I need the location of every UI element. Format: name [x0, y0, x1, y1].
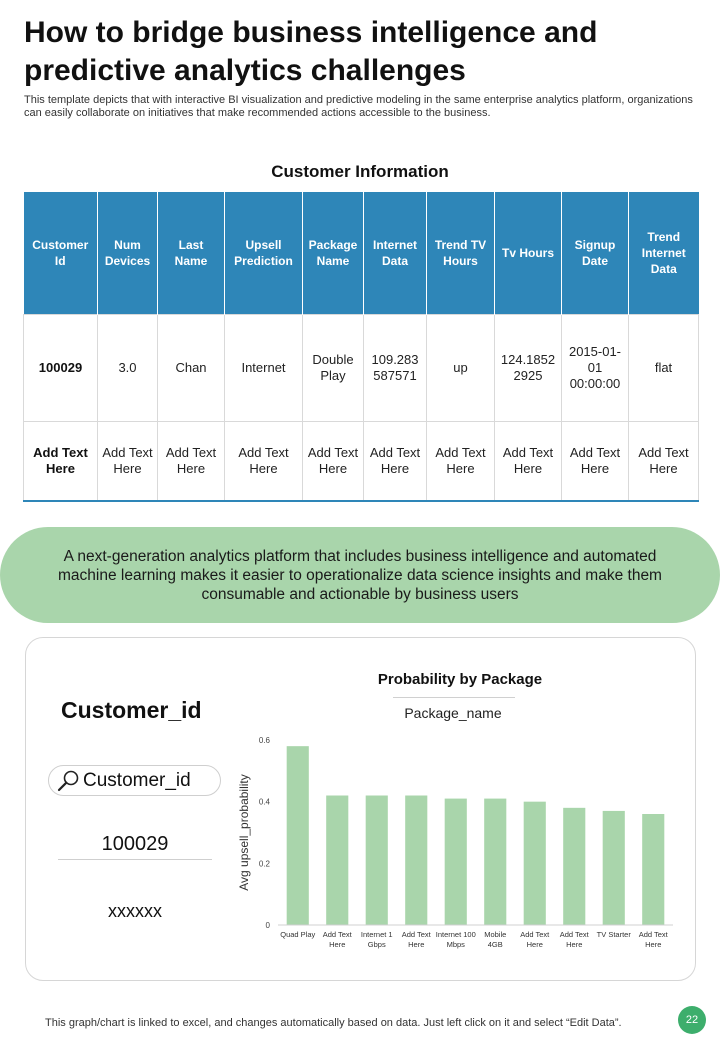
table-row — [24, 314, 699, 421]
table-cell: Add Text Here — [24, 421, 98, 501]
table-cell: Chan — [158, 314, 225, 421]
x-tick-label: Add Text Here — [520, 930, 550, 949]
chart-xlabels — [280, 930, 668, 949]
x-tick-label: Internet 1 Gbps — [360, 930, 393, 949]
column-header: Customer Id — [24, 192, 98, 314]
table-cell: Add Text Here — [225, 421, 303, 501]
y-tick-label: 0 — [265, 921, 270, 930]
column-header: Upsell Prediction — [225, 192, 303, 314]
column-header: Trend Internet Data — [629, 192, 699, 314]
column-header: Package Name — [303, 192, 364, 314]
footer-note: This graph/chart is linked to excel, and changes automatically based on data. Just left click on it and select “Edit Data”. — [45, 1017, 622, 1029]
table-cell: Add Text Here — [158, 421, 225, 501]
chart-bar — [287, 746, 309, 925]
chart-bars — [287, 746, 665, 925]
table-cell: up — [427, 314, 495, 421]
column-header: Last Name — [158, 192, 225, 314]
x-tick-label: Mobile 4GB — [484, 930, 507, 949]
chart-bar — [366, 796, 388, 926]
table-cell: Add Text Here — [562, 421, 629, 501]
table-heading: Customer Information — [271, 162, 449, 181]
table-cell: flat — [629, 314, 699, 421]
table-cell: 109.283 587571 — [364, 314, 427, 421]
table-cell: 3.0 — [98, 314, 158, 421]
x-tick-label: TV Starter — [596, 930, 631, 939]
chart-yticks — [259, 736, 271, 930]
x-tick-label: Quad Play — [280, 930, 316, 939]
customer-id-title: Customer_id — [61, 697, 202, 723]
chart-ylabel-group — [237, 774, 251, 891]
info-banner — [0, 527, 720, 623]
column-header: Internet Data — [364, 192, 427, 314]
chart-bar — [563, 808, 585, 925]
chart-title: Probability by Package — [377, 671, 543, 688]
table-cell: Add Text Here — [495, 421, 562, 501]
table-cell: Add Text Here — [629, 421, 699, 501]
customer-id-search[interactable] — [48, 765, 221, 796]
customer-id-value: 100029 — [101, 833, 169, 855]
divider — [393, 697, 515, 698]
page-subtitle: This template depicts that with interactive BI visualization and predictive modeling in the same enterprise analytics platform, organizations can easily collaborate on initiatives that make recommended actions accessible to the business. — [24, 94, 693, 119]
y-tick-label: 0.6 — [258, 736, 270, 745]
x-tick-label: Add Text Here — [401, 930, 431, 949]
column-header: Signup Date — [562, 192, 629, 314]
table-cell: Add Text Here — [364, 421, 427, 501]
x-tick-label: Add Text Here — [322, 930, 352, 949]
x-tick-label: Internet 100 Mbps — [435, 930, 476, 949]
page-title: How to bridge business intelligence and predictive analytics challenges — [24, 16, 598, 87]
customer-name-value: xxxxxx — [108, 901, 162, 921]
divider — [58, 859, 212, 860]
y-axis-label: Avg upsell_probability — [237, 774, 251, 891]
column-header: Num Devices — [98, 192, 158, 314]
customer-info-table — [23, 192, 699, 502]
x-tick-label: Add Text Here — [559, 930, 589, 949]
chart-subtitle: Package_name — [404, 705, 502, 721]
table-cell: 2015-01-01 00:00:00 — [562, 314, 629, 421]
table-cell: Double Play — [303, 314, 364, 421]
search-icon — [57, 770, 81, 792]
y-tick-label: 0.2 — [258, 859, 270, 869]
chart-bar — [326, 796, 348, 926]
page-number-badge: 22 — [678, 1006, 706, 1034]
chart-bar — [484, 799, 506, 925]
table-cell: 124.1852 2925 — [495, 314, 562, 421]
x-tick-label: Add Text Here — [638, 930, 668, 949]
table-cell: Add Text Here — [427, 421, 495, 501]
table-cell: 100029 — [24, 314, 98, 421]
chart-bar — [405, 796, 427, 926]
chart-bar — [603, 811, 625, 925]
probability-bar-chart — [228, 728, 678, 958]
chart-bar — [524, 802, 546, 925]
table-cell: Add Text Here — [98, 421, 158, 501]
chart-bar — [445, 799, 467, 925]
table-cell: Internet — [225, 314, 303, 421]
table-header-row — [24, 192, 699, 314]
column-header: Trend TV Hours — [427, 192, 495, 314]
y-tick-label: 0.4 — [258, 797, 270, 807]
banner-text: A next-generation analytics platform that includes business intelligence and automated machine learning makes it easier to operationalize data science insights and make them consumable and actionable by business users — [58, 547, 662, 603]
chart-bar — [642, 814, 664, 925]
column-header: Tv Hours — [495, 192, 562, 314]
search-label: Customer_id — [83, 769, 191, 791]
table-cell: Add Text Here — [303, 421, 364, 501]
table-row — [24, 421, 699, 501]
